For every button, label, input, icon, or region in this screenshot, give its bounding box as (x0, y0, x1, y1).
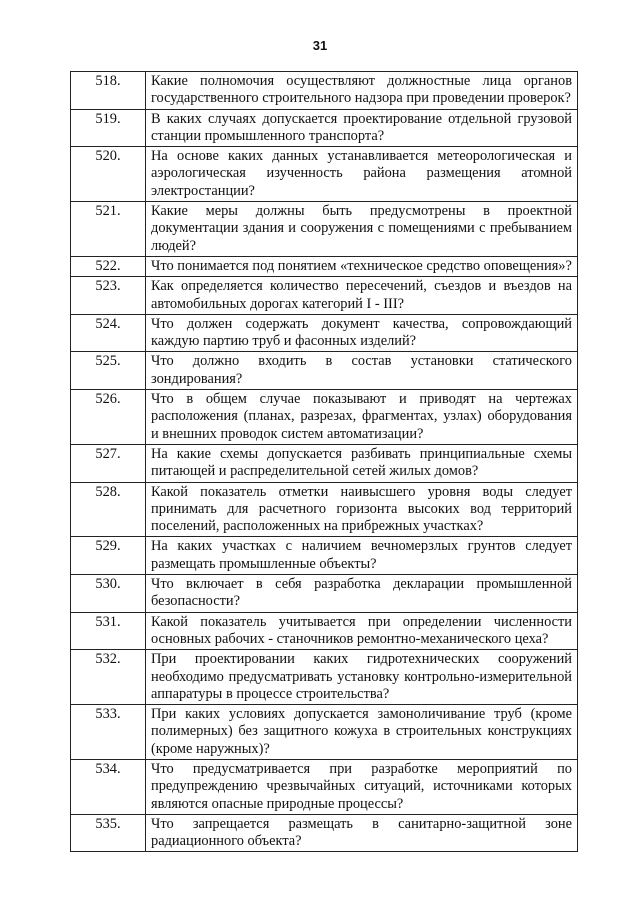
question-text: Какие полномочия осуществляют должностные лица органов государственного строительного надзора при проведении проверок? (146, 72, 578, 110)
question-number: 526. (71, 390, 146, 445)
question-row (71, 814, 578, 852)
question-text: При каких условиях допускается замоноличивание труб (кроме полимерных) без защитного кожуха в строительных конструкциях (кроме наружных)? (146, 705, 578, 760)
question-number: 532. (71, 650, 146, 705)
question-text: Что запрещается размещать в санитарно-защитной зоне радиационного объекта? (146, 814, 578, 852)
question-row (71, 109, 578, 147)
question-number: 527. (71, 444, 146, 482)
question-row (71, 390, 578, 445)
question-text: Что должен содержать документ качества, сопровождающий каждую партию труб и фасонных изделий? (146, 314, 578, 352)
question-row (71, 612, 578, 650)
question-text: В каких случаях допускается проектирование отдельной грузовой станции промышленного транспорта? (146, 109, 578, 147)
question-row (71, 314, 578, 352)
question-row (71, 147, 578, 202)
question-text: Какие меры должны быть предусмотрены в проектной документации здания и сооружения с помещениями с пребыванием людей? (146, 202, 578, 257)
question-row (71, 537, 578, 575)
question-number: 523. (71, 277, 146, 315)
question-number: 519. (71, 109, 146, 147)
question-number: 531. (71, 612, 146, 650)
question-number: 521. (71, 202, 146, 257)
question-row (71, 72, 578, 110)
question-text: На основе каких данных устанавливается метеорологическая и аэрологическая изученность района размещения атомной электростанции? (146, 147, 578, 202)
question-row (71, 277, 578, 315)
question-row (71, 352, 578, 390)
question-text: На каких участках с наличием вечномерзлых грунтов следует размещать промышленные объекты? (146, 537, 578, 575)
question-row (71, 482, 578, 537)
question-number: 520. (71, 147, 146, 202)
question-row (71, 575, 578, 613)
question-number: 529. (71, 537, 146, 575)
question-number: 528. (71, 482, 146, 537)
question-row (71, 705, 578, 760)
question-text: На какие схемы допускается разбивать принципиальные схемы питающей и распределительной сетей жилых домов? (146, 444, 578, 482)
question-number: 518. (71, 72, 146, 110)
question-number: 522. (71, 256, 146, 276)
question-number: 533. (71, 705, 146, 760)
questions-table (70, 71, 578, 852)
question-row (71, 202, 578, 257)
question-number: 534. (71, 759, 146, 814)
question-row (71, 444, 578, 482)
question-number: 535. (71, 814, 146, 852)
question-text: Как определяется количество пересечений, съездов и въездов на автомобильных дорогах категорий I - III? (146, 277, 578, 315)
question-text: Какой показатель учитывается при определении численности основных рабочих - станочников ремонтно-механического цеха? (146, 612, 578, 650)
question-row (71, 256, 578, 276)
question-text: Что понимается под понятием «техническое средство оповещения»? (146, 256, 578, 276)
question-row (71, 650, 578, 705)
question-text: Какой показатель отметки наивысшего уровня воды следует принимать для расчетного горизонта высоких вод территорий поселений, расположенных на прибрежных участках? (146, 482, 578, 537)
question-text: При проектировании каких гидротехнических сооружений необходимо предусматривать установку контрольно-измерительной аппаратуры в процессе строительства? (146, 650, 578, 705)
question-text: Что включает в себя разработка декларации промышленной безопасности? (146, 575, 578, 613)
question-row (71, 759, 578, 814)
question-number: 524. (71, 314, 146, 352)
question-text: Что в общем случае показывают и приводят на чертежах расположения (планах, разрезах, фрагментах, узлах) оборудования и внешних проводок систем автоматизации? (146, 390, 578, 445)
question-text: Что должно входить в состав установки статического зондирования? (146, 352, 578, 390)
question-number: 525. (71, 352, 146, 390)
page-number: 31 (312, 38, 328, 53)
question-number: 530. (71, 575, 146, 613)
question-text: Что предусматривается при разработке мероприятий по предупреждению чрезвычайных ситуаций, источниками которых являются опасные природные процессы? (146, 759, 578, 814)
